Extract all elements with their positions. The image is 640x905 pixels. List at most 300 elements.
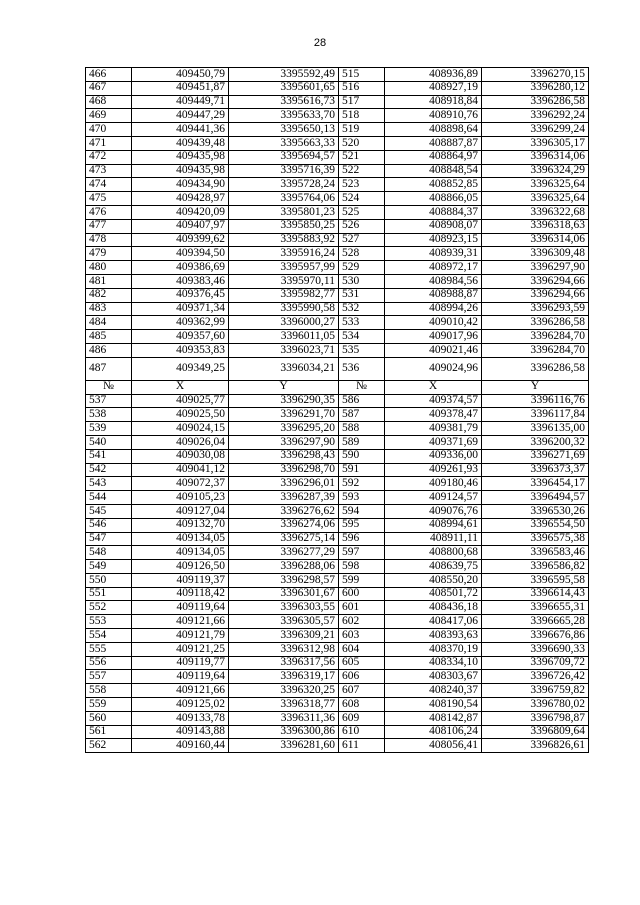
y-coordinate-cell: 3396291,70 [229, 408, 339, 422]
y-coordinate-cell: 3396298,70 [229, 463, 339, 477]
table-row [86, 560, 589, 574]
y-coordinate-cell: 3396286,58 [482, 316, 589, 330]
y-coordinate-cell: 3396294,66 [482, 274, 589, 288]
y-coordinate-cell: 3396296,01 [229, 477, 339, 491]
table-row [86, 504, 589, 518]
y-coordinate-cell: 3396286,58 [482, 95, 589, 109]
table-row [86, 95, 589, 109]
y-coordinate-cell: 3396309,21 [229, 629, 339, 643]
y-coordinate-cell: 3395663,33 [229, 136, 339, 150]
table-row [86, 408, 589, 422]
y-coordinate-cell: 3396309,48 [482, 247, 589, 261]
y-coordinate-cell: 3396135,00 [482, 422, 589, 436]
table-row [86, 698, 589, 712]
point-number-cell: 592 [339, 477, 385, 491]
y-coordinate-cell: 3396292,24 [482, 109, 589, 123]
x-coordinate-cell: 408927,19 [385, 81, 482, 95]
y-coordinate-cell: 3396294,66 [482, 288, 589, 302]
point-number-cell: 553 [86, 615, 132, 629]
x-coordinate-cell: 408911,11 [385, 532, 482, 546]
point-number-cell: 469 [86, 109, 132, 123]
x-coordinate-cell: 409441,36 [132, 123, 229, 137]
x-coordinate-cell: 409394,50 [132, 247, 229, 261]
table-row [86, 615, 589, 629]
table-row [86, 343, 589, 357]
x-coordinate-cell: 408864,97 [385, 150, 482, 164]
point-number-cell: 520 [339, 136, 385, 150]
table-row [86, 684, 589, 698]
y-coordinate-cell: 3396297,90 [229, 435, 339, 449]
y-coordinate-cell: 3396271,69 [482, 449, 589, 463]
x-coordinate-cell: 409386,69 [132, 261, 229, 275]
x-coordinate-cell: 408436,18 [385, 601, 482, 615]
x-coordinate-cell: 408334,10 [385, 656, 482, 670]
y-coordinate-cell: 3396325,64 [482, 192, 589, 206]
x-coordinate-cell: 409026,04 [132, 435, 229, 449]
y-coordinate-cell: 3396690,33 [482, 642, 589, 656]
table-row [86, 136, 589, 150]
point-number-cell: 524 [339, 192, 385, 206]
x-coordinate-cell: 408852,85 [385, 178, 482, 192]
x-coordinate-cell: 409434,90 [132, 178, 229, 192]
y-coordinate-cell: 3396314,06 [482, 150, 589, 164]
x-coordinate-cell: 409025,77 [132, 394, 229, 408]
y-coordinate-cell: 3395650,13 [229, 123, 339, 137]
y-coordinate-cell: 3396293,59 [482, 302, 589, 316]
x-coordinate-cell: 409024,15 [132, 422, 229, 436]
x-coordinate-cell: 409336,00 [385, 449, 482, 463]
y-coordinate-cell: 3396586,82 [482, 560, 589, 574]
point-number-cell: 531 [339, 288, 385, 302]
x-coordinate-cell: 409447,29 [132, 109, 229, 123]
x-coordinate-cell: 409119,64 [132, 601, 229, 615]
y-coordinate-cell: 3396305,57 [229, 615, 339, 629]
x-coordinate-cell: 408639,75 [385, 560, 482, 574]
x-coordinate-cell: 409025,50 [132, 408, 229, 422]
point-number-cell: 485 [86, 330, 132, 344]
point-number-cell: 559 [86, 698, 132, 712]
y-coordinate-cell: 3396023,71 [229, 343, 339, 357]
x-coordinate-cell: 408303,67 [385, 670, 482, 684]
point-number-cell: 552 [86, 601, 132, 615]
x-coordinate-cell: 409125,02 [132, 698, 229, 712]
table-row [86, 518, 589, 532]
point-number-cell: 587 [339, 408, 385, 422]
y-coordinate-cell: 3396454,17 [482, 477, 589, 491]
table-row [86, 725, 589, 739]
y-coordinate-cell: 3396809,64 [482, 725, 589, 739]
point-number-cell: 551 [86, 587, 132, 601]
point-number-cell: 555 [86, 642, 132, 656]
point-number-cell: 534 [339, 330, 385, 344]
point-number-cell: 481 [86, 274, 132, 288]
point-number-cell: 473 [86, 164, 132, 178]
y-coordinate-cell: 3395916,24 [229, 247, 339, 261]
point-number-cell: 591 [339, 463, 385, 477]
column-header-x: X [132, 380, 229, 394]
x-coordinate-cell: 408056,41 [385, 739, 482, 753]
y-coordinate-cell: 3396709,72 [482, 656, 589, 670]
point-number-cell: 518 [339, 109, 385, 123]
y-coordinate-cell: 3396575,38 [482, 532, 589, 546]
column-header-y: Y [229, 380, 339, 394]
y-coordinate-cell: 3396595,58 [482, 573, 589, 587]
y-coordinate-cell: 3395616,73 [229, 95, 339, 109]
point-number-cell: 468 [86, 95, 132, 109]
point-number-cell: 556 [86, 656, 132, 670]
y-coordinate-cell: 3396614,43 [482, 587, 589, 601]
point-number-cell: 517 [339, 95, 385, 109]
table-row [86, 435, 589, 449]
point-number-cell: 607 [339, 684, 385, 698]
x-coordinate-cell: 408918,84 [385, 95, 482, 109]
x-coordinate-cell: 409119,77 [132, 656, 229, 670]
y-coordinate-cell: 3396270,15 [482, 68, 589, 82]
x-coordinate-cell: 408994,26 [385, 302, 482, 316]
x-coordinate-cell: 409374,57 [385, 394, 482, 408]
x-coordinate-cell: 409435,98 [132, 164, 229, 178]
y-coordinate-cell: 3395982,77 [229, 288, 339, 302]
x-coordinate-cell: 409376,45 [132, 288, 229, 302]
y-coordinate-cell: 3396759,82 [482, 684, 589, 698]
point-number-cell: 544 [86, 491, 132, 505]
x-coordinate-cell: 409407,97 [132, 219, 229, 233]
y-coordinate-cell: 3396288,06 [229, 560, 339, 574]
point-number-cell: 536 [339, 357, 385, 380]
x-coordinate-cell: 409371,34 [132, 302, 229, 316]
table-row [86, 316, 589, 330]
y-coordinate-cell: 3395801,23 [229, 205, 339, 219]
y-coordinate-cell: 3396726,42 [482, 670, 589, 684]
y-coordinate-cell: 3396277,29 [229, 546, 339, 560]
point-number-cell: 593 [339, 491, 385, 505]
y-coordinate-cell: 3395990,58 [229, 302, 339, 316]
y-coordinate-cell: 3396583,46 [482, 546, 589, 560]
point-number-cell: 586 [339, 394, 385, 408]
y-coordinate-cell: 3396274,06 [229, 518, 339, 532]
x-coordinate-cell: 409435,98 [132, 150, 229, 164]
x-coordinate-cell: 409134,05 [132, 532, 229, 546]
x-coordinate-cell: 409121,66 [132, 684, 229, 698]
x-coordinate-cell: 409127,04 [132, 504, 229, 518]
x-coordinate-cell: 408240,37 [385, 684, 482, 698]
point-number-cell: 474 [86, 178, 132, 192]
point-number-cell: 522 [339, 164, 385, 178]
x-coordinate-cell: 409381,79 [385, 422, 482, 436]
table-row [86, 477, 589, 491]
x-coordinate-cell: 409353,83 [132, 343, 229, 357]
table-row [86, 491, 589, 505]
x-coordinate-cell: 408417,06 [385, 615, 482, 629]
point-number-cell: 539 [86, 422, 132, 436]
point-number-cell: 482 [86, 288, 132, 302]
x-coordinate-cell: 409041,12 [132, 463, 229, 477]
point-number-cell: 515 [339, 68, 385, 82]
point-number-cell: 535 [339, 343, 385, 357]
point-number-cell: 558 [86, 684, 132, 698]
point-number-cell: 562 [86, 739, 132, 753]
y-coordinate-cell: 3395601,65 [229, 81, 339, 95]
x-coordinate-cell: 409451,87 [132, 81, 229, 95]
point-number-cell: 530 [339, 274, 385, 288]
point-number-cell: 527 [339, 233, 385, 247]
x-coordinate-cell: 409428,97 [132, 192, 229, 206]
point-number-cell: 545 [86, 504, 132, 518]
x-coordinate-cell: 409121,25 [132, 642, 229, 656]
point-number-cell: 519 [339, 123, 385, 137]
x-coordinate-cell: 409439,48 [132, 136, 229, 150]
x-coordinate-cell: 409017,96 [385, 330, 482, 344]
point-number-cell: 546 [86, 518, 132, 532]
x-coordinate-cell: 408887,87 [385, 136, 482, 150]
y-coordinate-cell: 3396299,24 [482, 123, 589, 137]
table-row [86, 573, 589, 587]
y-coordinate-cell: 3395970,11 [229, 274, 339, 288]
y-coordinate-cell: 3396826,61 [482, 739, 589, 753]
point-number-cell: 550 [86, 573, 132, 587]
point-number-cell: 547 [86, 532, 132, 546]
y-coordinate-cell: 3395850,25 [229, 219, 339, 233]
table-row [86, 449, 589, 463]
point-number-cell: 600 [339, 587, 385, 601]
x-coordinate-cell: 408550,20 [385, 573, 482, 587]
table-row [86, 394, 589, 408]
table-row [86, 247, 589, 261]
y-coordinate-cell: 3396200,32 [482, 435, 589, 449]
table-row [86, 601, 589, 615]
y-coordinate-cell: 3396117,84 [482, 408, 589, 422]
point-number-cell: 597 [339, 546, 385, 560]
x-coordinate-cell: 409362,99 [132, 316, 229, 330]
y-coordinate-cell: 3396300,86 [229, 725, 339, 739]
x-coordinate-cell: 409105,23 [132, 491, 229, 505]
y-coordinate-cell: 3396780,02 [482, 698, 589, 712]
y-coordinate-cell: 3396034,21 [229, 357, 339, 380]
y-coordinate-cell: 3396116,76 [482, 394, 589, 408]
point-number-cell: 606 [339, 670, 385, 684]
table-row [86, 109, 589, 123]
column-header-y: Y [482, 380, 589, 394]
column-header-x: X [385, 380, 482, 394]
x-coordinate-cell: 408800,68 [385, 546, 482, 560]
point-number-cell: 529 [339, 261, 385, 275]
point-number-cell: 609 [339, 711, 385, 725]
point-number-cell: 595 [339, 518, 385, 532]
y-coordinate-cell: 3396325,64 [482, 178, 589, 192]
y-coordinate-cell: 3396281,60 [229, 739, 339, 753]
y-coordinate-cell: 3395728,24 [229, 178, 339, 192]
x-coordinate-cell: 409126,50 [132, 560, 229, 574]
point-number-cell: 561 [86, 725, 132, 739]
point-number-cell: 599 [339, 573, 385, 587]
y-coordinate-cell: 3396320,25 [229, 684, 339, 698]
point-number-cell: 528 [339, 247, 385, 261]
y-coordinate-cell: 3396373,37 [482, 463, 589, 477]
table-row [86, 164, 589, 178]
table-row [86, 532, 589, 546]
table-row [86, 233, 589, 247]
x-coordinate-cell: 408994,61 [385, 518, 482, 532]
y-coordinate-cell: 3396655,31 [482, 601, 589, 615]
x-coordinate-cell: 408898,64 [385, 123, 482, 137]
table-row [86, 463, 589, 477]
page-number: 28 [313, 37, 327, 49]
x-coordinate-cell: 408972,17 [385, 261, 482, 275]
point-number-cell: 603 [339, 629, 385, 643]
table-row [86, 192, 589, 206]
point-number-cell: 467 [86, 81, 132, 95]
y-coordinate-cell: 3395764,06 [229, 192, 339, 206]
x-coordinate-cell: 408501,72 [385, 587, 482, 601]
y-coordinate-cell: 3396298,57 [229, 573, 339, 587]
x-coordinate-cell: 409076,76 [385, 504, 482, 518]
table-row [86, 670, 589, 684]
x-coordinate-cell: 409357,60 [132, 330, 229, 344]
point-number-cell: 521 [339, 150, 385, 164]
point-number-cell: 483 [86, 302, 132, 316]
y-coordinate-cell: 3395633,70 [229, 109, 339, 123]
table-row [86, 711, 589, 725]
y-coordinate-cell: 3396319,17 [229, 670, 339, 684]
table-row [86, 178, 589, 192]
x-coordinate-cell: 409121,66 [132, 615, 229, 629]
table-header-row [86, 380, 589, 394]
table-row [86, 629, 589, 643]
x-coordinate-cell: 409132,70 [132, 518, 229, 532]
y-coordinate-cell: 3396275,14 [229, 532, 339, 546]
x-coordinate-cell: 408866,05 [385, 192, 482, 206]
table-row [86, 150, 589, 164]
x-coordinate-cell: 408908,07 [385, 219, 482, 233]
point-number-cell: 475 [86, 192, 132, 206]
y-coordinate-cell: 3395716,39 [229, 164, 339, 178]
y-coordinate-cell: 3395592,49 [229, 68, 339, 82]
table-row [86, 205, 589, 219]
point-number-cell: 543 [86, 477, 132, 491]
y-coordinate-cell: 3396286,58 [482, 357, 589, 380]
x-coordinate-cell: 409449,71 [132, 95, 229, 109]
y-coordinate-cell: 3396318,63 [482, 219, 589, 233]
x-coordinate-cell: 409383,46 [132, 274, 229, 288]
x-coordinate-cell: 409119,64 [132, 670, 229, 684]
x-coordinate-cell: 409371,69 [385, 435, 482, 449]
x-coordinate-cell: 409180,46 [385, 477, 482, 491]
x-coordinate-cell: 408884,37 [385, 205, 482, 219]
y-coordinate-cell: 3396322,68 [482, 205, 589, 219]
table-row [86, 288, 589, 302]
x-coordinate-cell: 409118,42 [132, 587, 229, 601]
point-number-cell: 605 [339, 656, 385, 670]
table-row [86, 274, 589, 288]
x-coordinate-cell: 409121,79 [132, 629, 229, 643]
table-row [86, 422, 589, 436]
table-row [86, 642, 589, 656]
y-coordinate-cell: 3396295,20 [229, 422, 339, 436]
point-number-cell: 533 [339, 316, 385, 330]
y-coordinate-cell: 3396312,98 [229, 642, 339, 656]
point-number-cell: 516 [339, 81, 385, 95]
point-number-cell: 472 [86, 150, 132, 164]
point-number-cell: 608 [339, 698, 385, 712]
point-number-cell: 560 [86, 711, 132, 725]
point-number-cell: 540 [86, 435, 132, 449]
x-coordinate-cell: 408848,54 [385, 164, 482, 178]
y-coordinate-cell: 3396284,70 [482, 343, 589, 357]
x-coordinate-cell: 409072,37 [132, 477, 229, 491]
point-number-cell: 554 [86, 629, 132, 643]
x-coordinate-cell: 408106,24 [385, 725, 482, 739]
point-number-cell: 598 [339, 560, 385, 574]
y-coordinate-cell: 3396303,55 [229, 601, 339, 615]
y-coordinate-cell: 3396298,43 [229, 449, 339, 463]
y-coordinate-cell: 3396494,57 [482, 491, 589, 505]
x-coordinate-cell: 408393,63 [385, 629, 482, 643]
point-number-cell: 594 [339, 504, 385, 518]
y-coordinate-cell: 3395957,99 [229, 261, 339, 275]
x-coordinate-cell: 409030,08 [132, 449, 229, 463]
point-number-cell: 526 [339, 219, 385, 233]
point-number-cell: 601 [339, 601, 385, 615]
point-number-cell: 480 [86, 261, 132, 275]
x-coordinate-cell: 409261,93 [385, 463, 482, 477]
y-coordinate-cell: 3396011,05 [229, 330, 339, 344]
point-number-cell: 541 [86, 449, 132, 463]
y-coordinate-cell: 3396297,90 [482, 261, 589, 275]
point-number-cell: 538 [86, 408, 132, 422]
point-number-cell: 604 [339, 642, 385, 656]
table-row [86, 261, 589, 275]
x-coordinate-cell: 409143,88 [132, 725, 229, 739]
point-number-cell: 471 [86, 136, 132, 150]
y-coordinate-cell: 3396798,87 [482, 711, 589, 725]
x-coordinate-cell: 408190,54 [385, 698, 482, 712]
coordinates-table [85, 67, 589, 753]
point-number-cell: 479 [86, 247, 132, 261]
y-coordinate-cell: 3396305,17 [482, 136, 589, 150]
point-number-cell: 476 [86, 205, 132, 219]
column-header-n: № [86, 380, 132, 394]
point-number-cell: 590 [339, 449, 385, 463]
y-coordinate-cell: 3396290,35 [229, 394, 339, 408]
point-number-cell: 596 [339, 532, 385, 546]
table-row [86, 219, 589, 233]
x-coordinate-cell: 408936,89 [385, 68, 482, 82]
x-coordinate-cell: 409378,47 [385, 408, 482, 422]
point-number-cell: 487 [86, 357, 132, 380]
y-coordinate-cell: 3396276,62 [229, 504, 339, 518]
x-coordinate-cell: 408988,87 [385, 288, 482, 302]
point-number-cell: 525 [339, 205, 385, 219]
point-number-cell: 610 [339, 725, 385, 739]
point-number-cell: 549 [86, 560, 132, 574]
x-coordinate-cell: 409134,05 [132, 546, 229, 560]
x-coordinate-cell: 409021,46 [385, 343, 482, 357]
table-row [86, 68, 589, 82]
point-number-cell: 557 [86, 670, 132, 684]
table-row [86, 739, 589, 753]
x-coordinate-cell: 409349,25 [132, 357, 229, 380]
x-coordinate-cell: 409450,79 [132, 68, 229, 82]
y-coordinate-cell: 3396311,36 [229, 711, 339, 725]
point-number-cell: 611 [339, 739, 385, 753]
x-coordinate-cell: 408910,76 [385, 109, 482, 123]
point-number-cell: 548 [86, 546, 132, 560]
x-coordinate-cell: 409399,62 [132, 233, 229, 247]
y-coordinate-cell: 3396324,29 [482, 164, 589, 178]
y-coordinate-cell: 3395694,57 [229, 150, 339, 164]
point-number-cell: 537 [86, 394, 132, 408]
point-number-cell: 532 [339, 302, 385, 316]
